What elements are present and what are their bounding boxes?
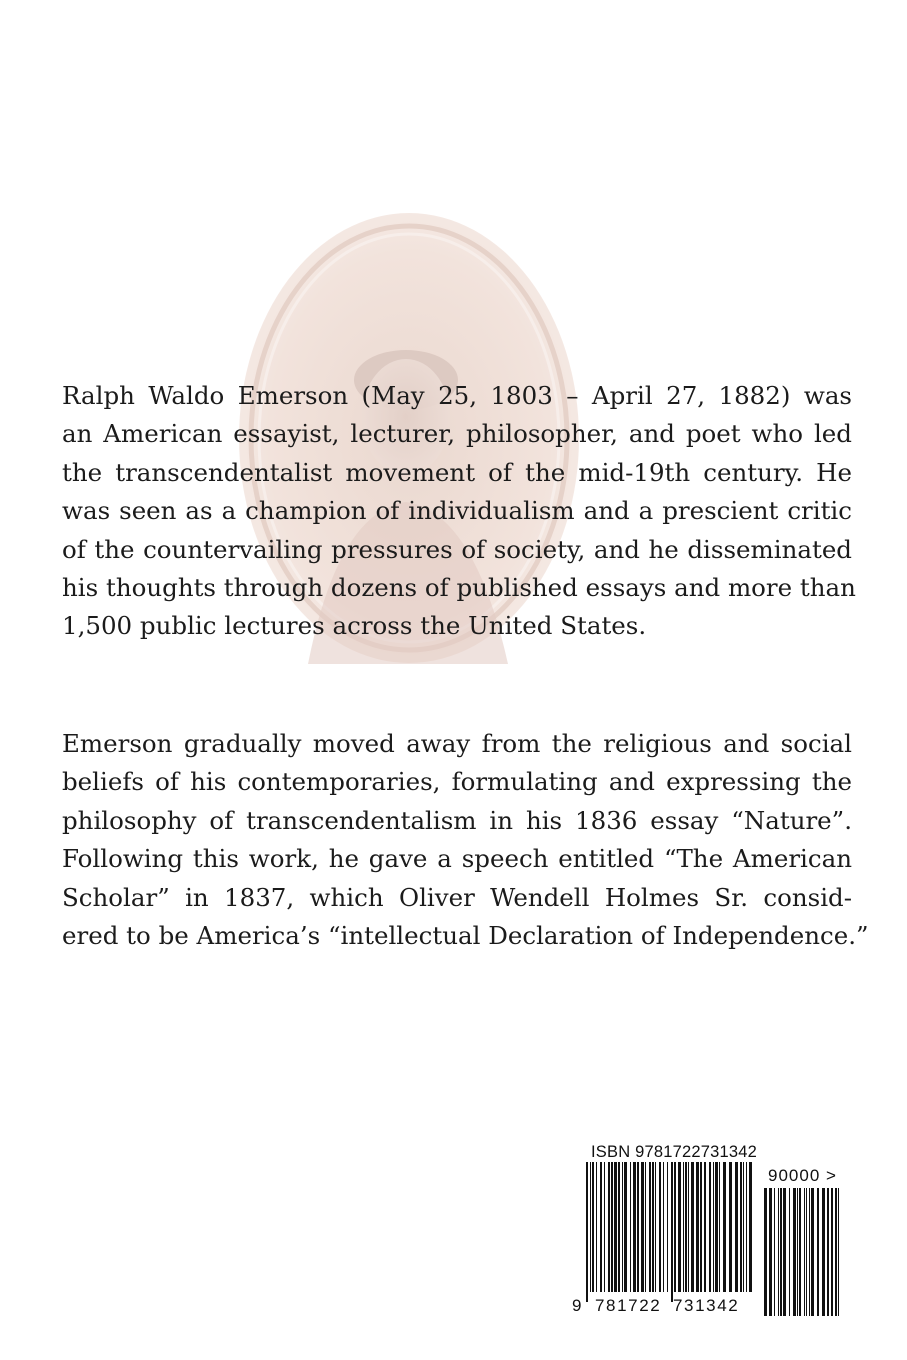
paragraph-line: 1,500 public lectures across the United States. [62,611,647,641]
paragraph-line: an American essayist, lecturer, philosopher, and poet who led [62,419,852,449]
description-paragraph-2 [62,725,869,955]
paragraph-line: Following this work, he gave a speech entitled “The American [62,844,852,874]
paragraph-line: philosophy of transcendentalism in his 1836 essay “Nature”. [62,805,852,835]
barcode-digit-first: 9 [572,1296,584,1315]
price-barcode-bars [764,1188,842,1316]
paragraph-line: ered to be America’s “intellectual Declaration of Independence.” [62,921,869,951]
paragraph-line: beliefs of his contemporaries, formulating and expressing the [62,767,852,797]
paragraph-line: Ralph Waldo Emerson (May 25, 1803 – April 27, 1882) was [62,381,852,410]
paragraph-line: the transcendentalist movement of the mid-19th century. He [62,457,852,487]
barcode-digit-group-1: 781722 [595,1296,662,1315]
barcode-digit-group-2: 731342 [673,1296,740,1315]
price-code: 90000 > [768,1166,837,1185]
barcode-bars [586,1162,756,1302]
description-paragraph-1 [62,377,856,646]
paragraph-line: his thoughts through dozens of published essays and more than [62,573,856,603]
paragraph-line: Emerson gradually moved away from the religious and social [62,729,852,758]
isbn-barcode [568,1140,886,1320]
isbn-label: ISBN 9781722731342 [591,1143,757,1161]
paragraph-line: was seen as a champion of individualism and a prescient critic [62,496,852,526]
paragraph-line: of the countervailing pressures of society, and he disseminated [62,534,852,564]
paragraph-line: Scholar” in 1837, which Oliver Wendell Holmes Sr. consid- [62,882,852,912]
